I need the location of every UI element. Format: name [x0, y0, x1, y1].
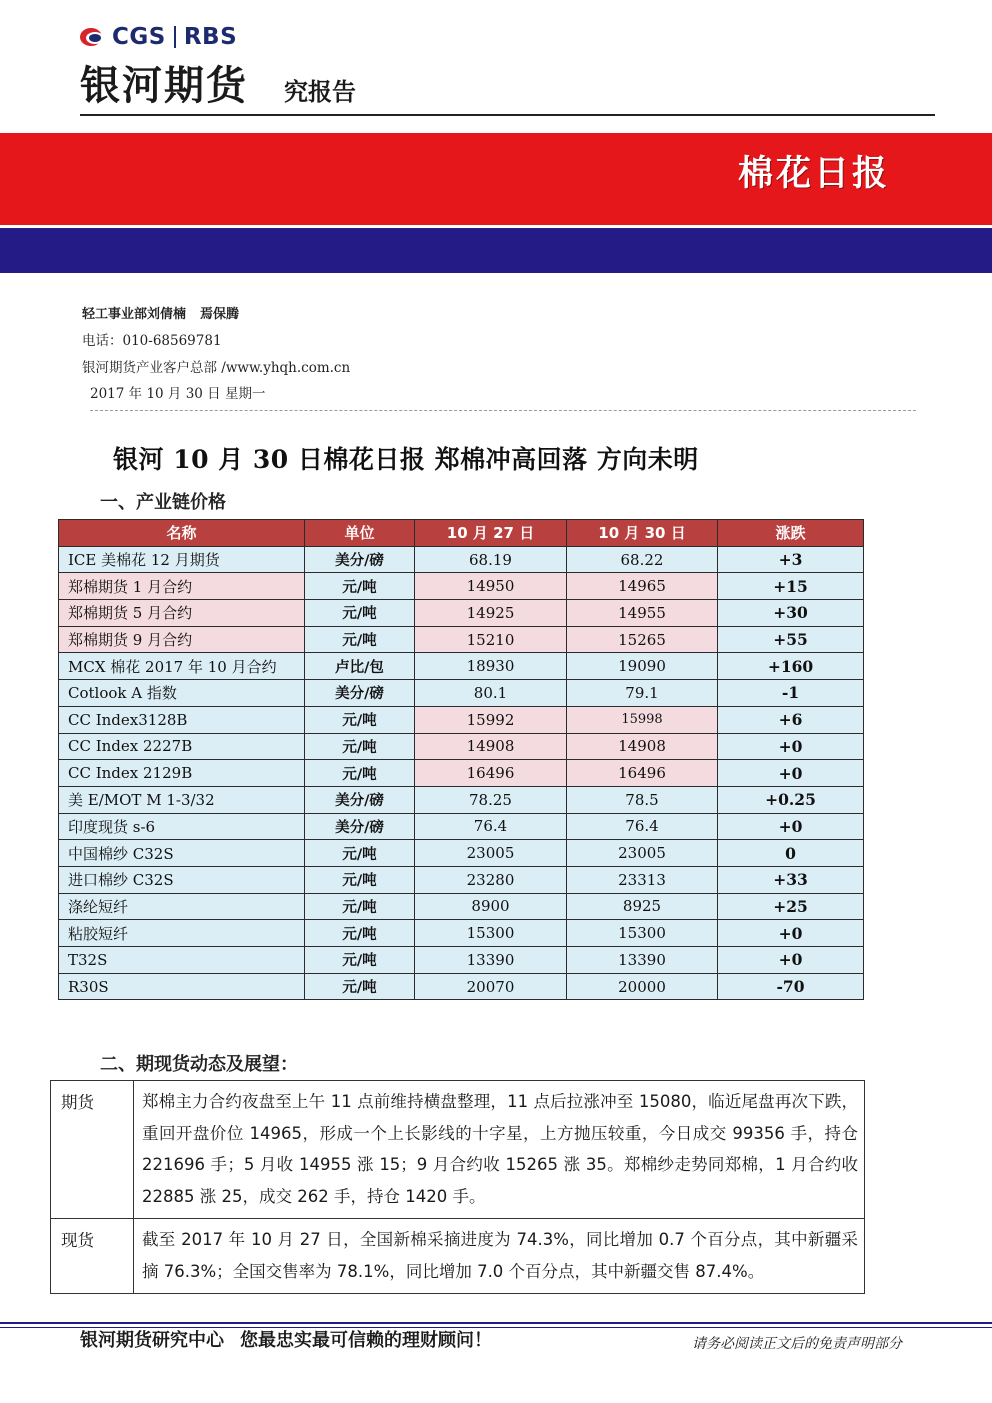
- logo-divider: [174, 26, 176, 48]
- cell-value: 16496: [415, 760, 567, 787]
- department-analyst: 轻工事业部刘倩楠: [82, 307, 187, 322]
- cell-unit: 美分/磅: [305, 680, 415, 707]
- cell-change: 0: [718, 840, 864, 867]
- cell-name: CC Index 2227B: [59, 733, 305, 760]
- cell-value: 14955: [567, 600, 718, 627]
- cell-change: +0: [718, 733, 864, 760]
- cell-change: +33: [718, 866, 864, 893]
- table-row: [59, 626, 864, 653]
- header-date1: 10 月 27 日: [415, 520, 567, 547]
- cell-value: 68.19: [415, 546, 567, 573]
- cell-value: 8925: [567, 893, 718, 920]
- commentary-row-spot: [51, 1219, 865, 1294]
- cell-value: 23005: [567, 840, 718, 867]
- cell-value: 15998: [567, 706, 718, 733]
- table-header-row: [59, 520, 864, 547]
- logo-rbs-text: RBS: [183, 24, 238, 50]
- cell-unit: 元/吨: [305, 947, 415, 974]
- table-row: [59, 920, 864, 947]
- cell-unit: 元/吨: [305, 626, 415, 653]
- cell-name: 印度现货 s-6: [59, 813, 305, 840]
- logo-cgs-text: CGS: [112, 24, 166, 50]
- cell-name: ICE 美棉花 12 月期货: [59, 546, 305, 573]
- cell-name: 中国棉纱 C32S: [59, 840, 305, 867]
- header-change: 涨跌: [718, 520, 864, 547]
- cell-unit: 元/吨: [305, 840, 415, 867]
- analyst-2: 焉保腾: [200, 307, 240, 322]
- table-row: [59, 706, 864, 733]
- cell-name: Cotlook A 指数: [59, 680, 305, 707]
- cell-value: 23280: [415, 866, 567, 893]
- footer-rule: [0, 1322, 992, 1324]
- cell-name: 郑棉期货 1 月合约: [59, 573, 305, 600]
- cell-value: 15265: [567, 626, 718, 653]
- cell-change: +160: [718, 653, 864, 680]
- website: 银河期货产业客户总部 /www.yhqh.com.cn: [82, 360, 351, 376]
- cell-value: 76.4: [415, 813, 567, 840]
- cell-change: +15: [718, 573, 864, 600]
- commentary-label: 现货: [51, 1219, 134, 1294]
- cell-value: 23005: [415, 840, 567, 867]
- cell-value: 20000: [567, 973, 718, 1000]
- cell-unit: 元/吨: [305, 573, 415, 600]
- cell-value: 13390: [415, 947, 567, 974]
- cell-value: 18930: [415, 653, 567, 680]
- header-name: 名称: [59, 520, 305, 547]
- section-title-prices: 一、产业链价格: [100, 492, 226, 513]
- cell-value: 76.4: [567, 813, 718, 840]
- table-row: [59, 840, 864, 867]
- table-row: [59, 546, 864, 573]
- commentary-row-futures: [51, 1081, 865, 1219]
- cell-change: +0: [718, 813, 864, 840]
- cell-name: CC Index3128B: [59, 706, 305, 733]
- cell-change: +0: [718, 947, 864, 974]
- company-name: 银河期货: [80, 63, 248, 109]
- cell-name: T32S: [59, 947, 305, 974]
- cell-value: 80.1: [415, 680, 567, 707]
- report-date: 2017 年 10 月 30 日 星期一: [90, 386, 266, 402]
- footer-slogan: 您最忠实最可信赖的理财顾问！: [240, 1330, 492, 1351]
- cell-unit: 美分/磅: [305, 546, 415, 573]
- cell-value: 78.25: [415, 786, 567, 813]
- cell-change: -1: [718, 680, 864, 707]
- dashed-divider: [90, 410, 916, 411]
- cell-name: R30S: [59, 973, 305, 1000]
- analyst-line: [82, 303, 239, 322]
- cell-value: 14908: [567, 733, 718, 760]
- cell-value: 15300: [567, 920, 718, 947]
- header-unit: 单位: [305, 520, 415, 547]
- cell-name: 郑棉期货 9 月合约: [59, 626, 305, 653]
- report-title: 银河 10 月 30 日棉花日报 郑棉冲高回落 方向未明: [113, 445, 699, 474]
- cell-name: MCX 棉花 2017 年 10 月合约: [59, 653, 305, 680]
- cell-name: CC Index 2129B: [59, 760, 305, 787]
- cell-change: +3: [718, 546, 864, 573]
- cell-value: 19090: [567, 653, 718, 680]
- cell-value: 14908: [415, 733, 567, 760]
- cgs-swirl-icon: [80, 26, 106, 48]
- cell-value: 68.22: [567, 546, 718, 573]
- cell-change: +30: [718, 600, 864, 627]
- report-type: 究报告: [284, 78, 356, 106]
- cell-value: 13390: [567, 947, 718, 974]
- cell-value: 20070: [415, 973, 567, 1000]
- cell-value: 14925: [415, 600, 567, 627]
- price-table: [58, 519, 864, 1000]
- table-row: [59, 786, 864, 813]
- cell-name: 美 E/MOT M 1-3/32: [59, 786, 305, 813]
- brand-logo: [80, 22, 237, 52]
- commentary-text: 郑棉主力合约夜盘至上午 11 点前维持横盘整理，11 点后拉涨冲至 15080，临近尾盘再次下跌，重回开盘价位 14965，形成一个上长影线的十字星，上方抛压较重，今日成交 99356 手，持仓 221696 手；5 月收 14955 涨 15；9 月合约收 15265 涨 35。郑棉纱走势同郑棉，1 月合约收 22885 涨 25，成交 262 手，持仓 1420 手。: [134, 1081, 865, 1219]
- cell-unit: 元/吨: [305, 760, 415, 787]
- cell-value: 23313: [567, 866, 718, 893]
- table-row: [59, 893, 864, 920]
- header-date2: 10 月 30 日: [567, 520, 718, 547]
- footer-slogan-line: [80, 1326, 492, 1352]
- cell-value: 15992: [415, 706, 567, 733]
- cell-change: +25: [718, 893, 864, 920]
- footer-disclaimer: 请务必阅读正文后的免责声明部分: [692, 1336, 902, 1352]
- cell-value: 78.5: [567, 786, 718, 813]
- cell-change: -70: [718, 973, 864, 1000]
- cell-value: 14965: [567, 573, 718, 600]
- footer-org: 银河期货研究中心: [80, 1330, 224, 1351]
- banner-title: 棉花日报: [737, 154, 890, 194]
- cell-change: +0: [718, 760, 864, 787]
- cell-value: 79.1: [567, 680, 718, 707]
- table-row: [59, 813, 864, 840]
- section-title-outlook: 二、期现货动态及展望：: [100, 1054, 298, 1075]
- cell-value: 16496: [567, 760, 718, 787]
- phone: 电话：010-68569781: [82, 333, 222, 349]
- cell-unit: 美分/磅: [305, 813, 415, 840]
- cell-change: +0.25: [718, 786, 864, 813]
- cell-unit: 元/吨: [305, 973, 415, 1000]
- cell-unit: 元/吨: [305, 600, 415, 627]
- table-row: [59, 760, 864, 787]
- commentary-label: 期货: [51, 1081, 134, 1219]
- cell-name: 涤纶短纤: [59, 893, 305, 920]
- cell-value: 14950: [415, 573, 567, 600]
- cell-value: 15300: [415, 920, 567, 947]
- cell-name: 郑棉期货 5 月合约: [59, 600, 305, 627]
- table-row: [59, 733, 864, 760]
- commentary-table: [50, 1080, 865, 1294]
- table-row: [59, 947, 864, 974]
- header-rule: [80, 114, 935, 116]
- table-row: [59, 973, 864, 1000]
- cell-unit: 卢比/包: [305, 653, 415, 680]
- cell-change: +55: [718, 626, 864, 653]
- cell-name: 粘胶短纤: [59, 920, 305, 947]
- cell-change: +0: [718, 920, 864, 947]
- cell-change: +6: [718, 706, 864, 733]
- cell-unit: 元/吨: [305, 893, 415, 920]
- banner-blue: [0, 228, 992, 273]
- cell-unit: 元/吨: [305, 866, 415, 893]
- table-row: [59, 653, 864, 680]
- cell-value: 8900: [415, 893, 567, 920]
- cell-unit: 元/吨: [305, 706, 415, 733]
- commentary-text: 截至 2017 年 10 月 27 日，全国新棉采摘进度为 74.3%，同比增加 0.7 个百分点，其中新疆采摘 76.3%；全国交售率为 78.1%，同比增加 7.0 个百分点，其中新疆交售 87.4%。: [134, 1219, 865, 1294]
- cell-value: 15210: [415, 626, 567, 653]
- table-row: [59, 866, 864, 893]
- cell-unit: 元/吨: [305, 920, 415, 947]
- table-row: [59, 680, 864, 707]
- table-row: [59, 573, 864, 600]
- table-row: [59, 600, 864, 627]
- cell-unit: 美分/磅: [305, 786, 415, 813]
- cell-unit: 元/吨: [305, 733, 415, 760]
- cell-name: 进口棉纱 C32S: [59, 866, 305, 893]
